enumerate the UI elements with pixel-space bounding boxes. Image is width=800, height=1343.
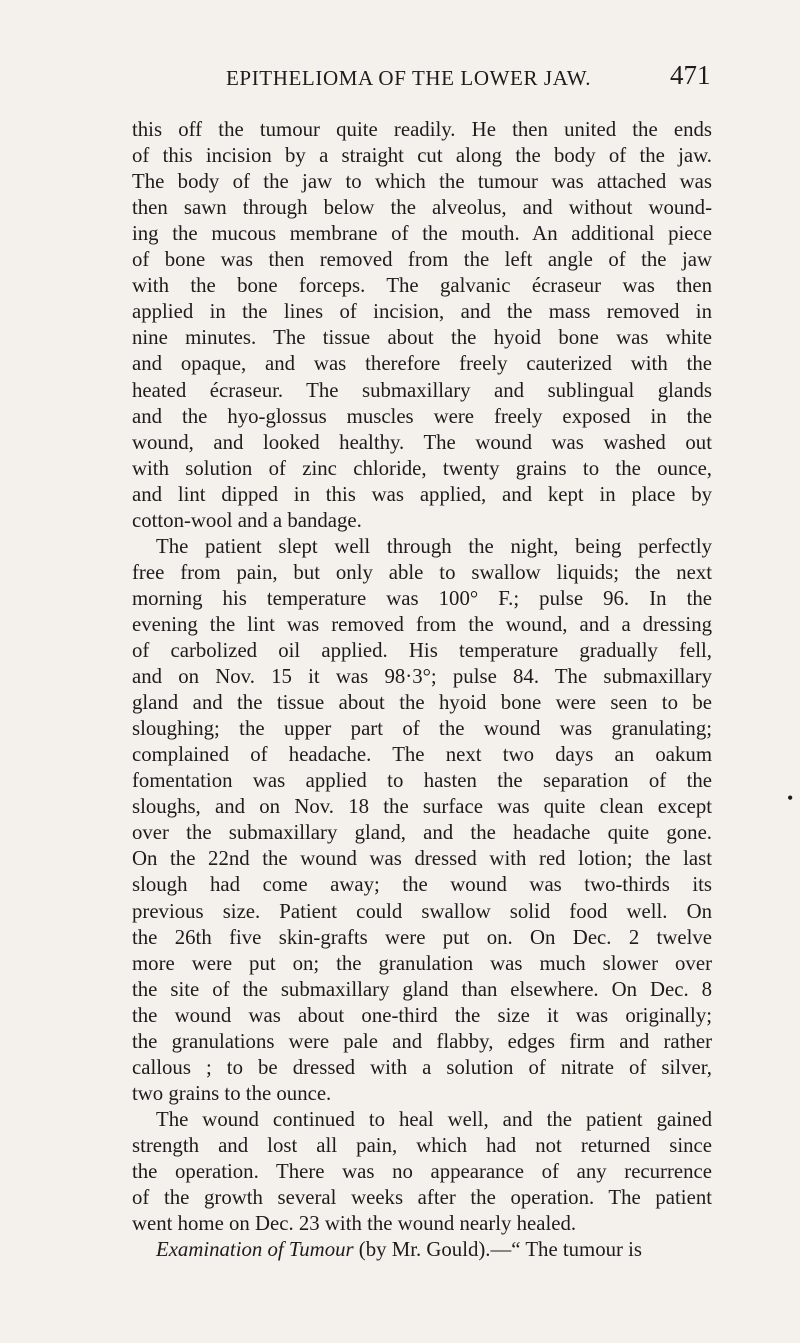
- text-line: gland and the tissue about the hyoid bone were seen to be: [132, 691, 712, 715]
- running-title: EPITHELIOMA OF THE LOWER JAW.: [226, 66, 592, 90]
- text-line: with the bone forceps. The galvanic écraseur was then: [132, 274, 712, 298]
- text-line: previous size. Patient could swallow solid food well. On: [132, 899, 712, 923]
- text-line: The wound continued to heal well, and the patient gained: [156, 1107, 712, 1131]
- text-line: The body of the jaw to which the tumour was attached was: [132, 170, 712, 194]
- margin-mark: •: [787, 788, 794, 808]
- text-line: nine minutes. The tissue about the hyoid bone was white: [132, 326, 712, 350]
- text-line: ing the mucous membrane of the mouth. An additional piece: [132, 222, 712, 246]
- text-line: this off the tumour quite readily. He then united the ends: [132, 118, 712, 141]
- text-line: two grains to the ounce.: [132, 1081, 332, 1105]
- text-line: the site of the submaxillary gland than elsewhere. On Dec. 8: [132, 977, 712, 1001]
- text-line: over the submaxillary gland, and the headache quite gone.: [132, 821, 712, 845]
- text-line: free from pain, but only able to swallow liquids; the next: [132, 560, 712, 584]
- text-line: The patient slept well through the night, being perfectly: [156, 534, 712, 558]
- text-line: then sawn through below the alveolus, and without wound-: [132, 196, 712, 220]
- text-line: of carbolized oil applied. His temperature gradually fell,: [132, 639, 712, 662]
- text-line: went home on Dec. 23 with the wound nearly healed.: [132, 1212, 577, 1236]
- text-line: the granulations were pale and flabby, edges firm and rather: [132, 1029, 712, 1053]
- text-line: of the growth several weeks after the operation. The patient: [132, 1186, 712, 1210]
- text-line: with solution of zinc chloride, twenty grains to the ounce,: [132, 456, 712, 480]
- text-line: of bone was then removed from the left angle of the jaw: [132, 248, 712, 272]
- text-line: the wound was about one-third the size it was originally;: [132, 1003, 712, 1027]
- final-text-line: [156, 1237, 712, 1263]
- text-line: morning his temperature was 100° F.; pulse 96. In the: [132, 586, 712, 610]
- text-line: and opaque, and was therefore freely cauterized with the: [132, 352, 712, 376]
- text-line: complained of headache. The next two days an oakum: [132, 743, 712, 767]
- text-line: and on Nov. 15 it was 98·3°; pulse 84. The submaxillary: [132, 665, 712, 689]
- text-line: evening the lint was removed from the wound, and a dressing: [132, 612, 712, 636]
- text-line: and the hyo-glossus muscles were freely exposed in the: [132, 404, 712, 428]
- text-line: On the 22nd the wound was dressed with red lotion; the last: [132, 847, 712, 871]
- text-line: applied in the lines of incision, and the mass removed in: [132, 300, 712, 324]
- text-line: the operation. There was no appearance of any recurrence: [132, 1160, 712, 1183]
- text-line: and lint dipped in this was applied, and kept in place by: [132, 482, 712, 506]
- text-line: callous ; to be dressed with a solution of nitrate of silver,: [132, 1055, 712, 1079]
- text-line: more were put on; the granulation was much slower over: [132, 951, 712, 975]
- examination-text: (by Mr. Gould).—“ The tumour is: [353, 1238, 643, 1262]
- examination-heading: Examination of Tumour: [156, 1238, 354, 1262]
- text-line: of this incision by a straight cut along the body of the jaw.: [132, 144, 712, 168]
- text-line: slough had come away; the wound was two-thirds its: [132, 873, 712, 897]
- text-line: wound, and looked healthy. The wound was washed out: [132, 430, 712, 454]
- text-line: cotton-wool and a bandage.: [132, 508, 362, 532]
- text-line: fomentation was applied to hasten the separation of the: [132, 769, 712, 793]
- page-number: 471: [670, 60, 711, 90]
- text-line: sloughs, and on Nov. 18 the surface was quite clean except: [132, 795, 712, 819]
- text-line: the 26th five skin-grafts were put on. On Dec. 2 twelve: [132, 925, 712, 949]
- text-line: heated écraseur. The submaxillary and sublingual glands: [132, 378, 712, 402]
- text-line: sloughing; the upper part of the wound was granulating;: [132, 717, 712, 741]
- text-line: strength and lost all pain, which had not returned since: [132, 1133, 712, 1157]
